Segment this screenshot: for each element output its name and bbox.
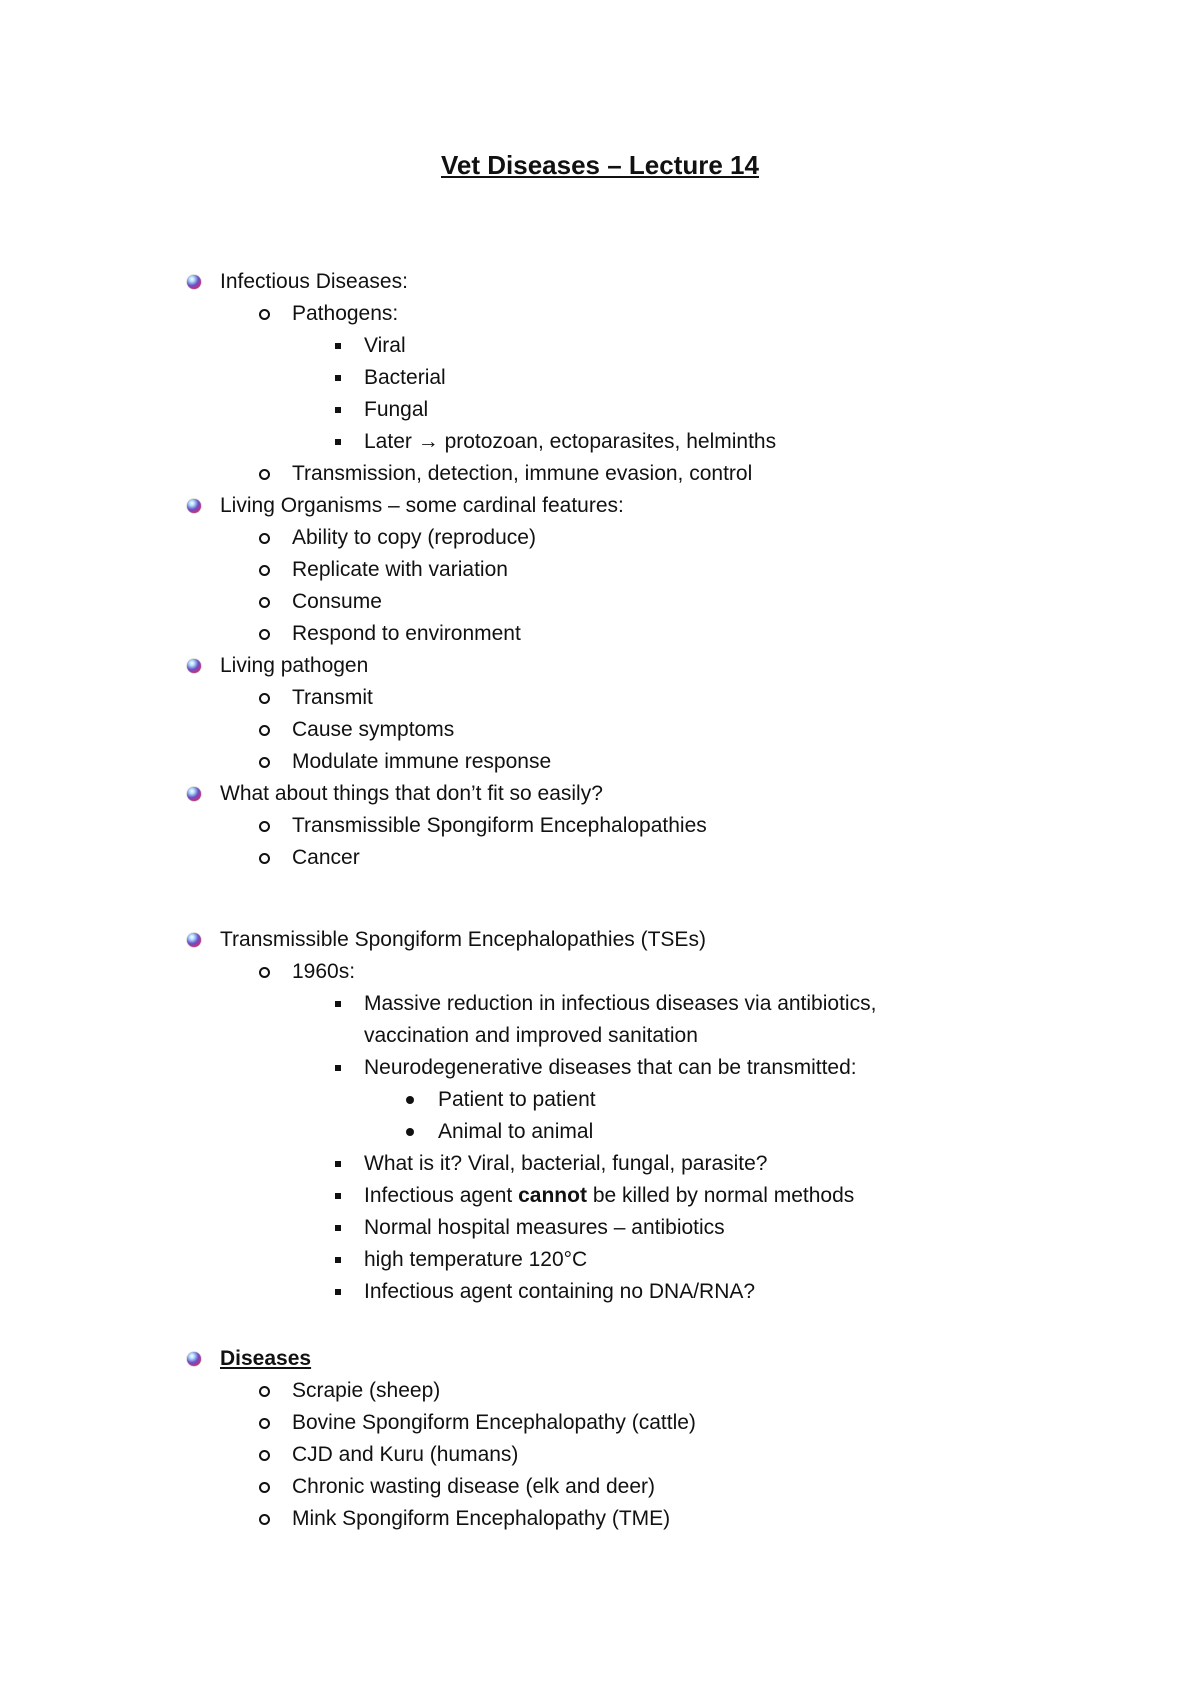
section-heading: Diseases <box>220 1347 312 1370</box>
list-item: Infectious Diseases: <box>184 266 1004 298</box>
hollow-circle-bullet-icon <box>254 586 274 618</box>
list-item: Respond to environment <box>184 618 1004 650</box>
hollow-circle-bullet-icon <box>254 618 274 650</box>
hollow-circle-bullet-icon <box>254 1439 274 1471</box>
list-item: Transmit <box>184 682 1004 714</box>
hollow-circle-bullet-icon <box>254 1503 274 1535</box>
page-title: Vet Diseases – Lecture 14 <box>441 150 759 180</box>
list-item <box>184 1343 1004 1375</box>
emphasis-text: cannot <box>518 1184 587 1207</box>
square-bullet-icon <box>330 1148 346 1180</box>
square-bullet-icon <box>330 426 346 458</box>
list-item: Transmissible Spongiform Encephalopathies <box>184 810 1004 842</box>
square-bullet-icon <box>330 394 346 426</box>
dot-bullet-icon <box>402 1116 418 1148</box>
hollow-circle-bullet-icon <box>254 522 274 554</box>
orb-bullet-icon <box>184 924 204 956</box>
list-item: Viral <box>184 330 1004 362</box>
list-item: Bacterial <box>184 362 1004 394</box>
section-diseases <box>184 1343 1004 1535</box>
list-item: Infectious agent cannot be killed by normal methods <box>184 1180 1004 1212</box>
orb-bullet-icon <box>184 266 204 298</box>
section-infectious <box>184 266 1004 874</box>
square-bullet-icon <box>330 988 346 1020</box>
orb-bullet-icon <box>184 650 204 682</box>
list-item: Pathogens: <box>184 298 1004 330</box>
list-item: Ability to copy (reproduce) <box>184 522 1004 554</box>
list-item: Cause symptoms <box>184 714 1004 746</box>
arrow-right-icon: → <box>417 430 439 453</box>
hollow-circle-bullet-icon <box>254 1471 274 1503</box>
hollow-circle-bullet-icon <box>254 956 274 988</box>
hollow-circle-bullet-icon <box>254 554 274 586</box>
list-item: Scrapie (sheep) <box>184 1375 1004 1407</box>
list-item: Transmissible Spongiform Encephalopathies (TSEs) <box>184 924 1004 956</box>
list-item: What about things that don’t fit so easily? <box>184 778 1004 810</box>
list-item: Mink Spongiform Encephalopathy (TME) <box>184 1503 1004 1535</box>
square-bullet-icon <box>330 1212 346 1244</box>
list-item: 1960s: <box>184 956 1004 988</box>
list-item: Consume <box>184 586 1004 618</box>
orb-bullet-icon <box>184 490 204 522</box>
dot-bullet-icon <box>402 1084 418 1116</box>
orb-bullet-icon <box>184 778 204 810</box>
section-tse <box>184 924 1004 1308</box>
hollow-circle-bullet-icon <box>254 810 274 842</box>
square-bullet-icon <box>330 362 346 394</box>
list-item: What is it? Viral, bacterial, fungal, parasite? <box>184 1148 1004 1180</box>
square-bullet-icon <box>330 330 346 362</box>
square-bullet-icon <box>330 1052 346 1084</box>
hollow-circle-bullet-icon <box>254 714 274 746</box>
list-item: Animal to animal <box>184 1116 1004 1148</box>
list-item: Replicate with variation <box>184 554 1004 586</box>
list-item: Normal hospital measures – antibiotics <box>184 1212 1004 1244</box>
list-item: Infectious agent containing no DNA/RNA? <box>184 1276 1004 1308</box>
orb-bullet-icon <box>184 1343 204 1375</box>
list-item: Living pathogen <box>184 650 1004 682</box>
list-item: Bovine Spongiform Encephalopathy (cattle) <box>184 1407 1004 1439</box>
square-bullet-icon <box>330 1244 346 1276</box>
hollow-circle-bullet-icon <box>254 1375 274 1407</box>
list-item: Transmission, detection, immune evasion, control <box>184 458 1004 490</box>
list-item: Patient to patient <box>184 1084 1004 1116</box>
hollow-circle-bullet-icon <box>254 298 274 330</box>
square-bullet-icon <box>330 1276 346 1308</box>
list-item: CJD and Kuru (humans) <box>184 1439 1004 1471</box>
list-item: Later → protozoan, ectoparasites, helminths <box>184 426 1004 458</box>
list-item: Massive reduction in infectious diseases via antibiotics, <box>184 988 1004 1020</box>
hollow-circle-bullet-icon <box>254 1407 274 1439</box>
hollow-circle-bullet-icon <box>254 682 274 714</box>
list-item-continuation: vaccination and improved sanitation <box>364 1024 698 1047</box>
list-item: high temperature 120°C <box>184 1244 1004 1276</box>
list-item: Chronic wasting disease (elk and deer) <box>184 1471 1004 1503</box>
list-item: Cancer <box>184 842 1004 874</box>
list-item: Fungal <box>184 394 1004 426</box>
list-item: Modulate immune response <box>184 746 1004 778</box>
hollow-circle-bullet-icon <box>254 746 274 778</box>
list-item: Living Organisms – some cardinal features: <box>184 490 1004 522</box>
square-bullet-icon <box>330 1180 346 1212</box>
hollow-circle-bullet-icon <box>254 842 274 874</box>
list-item: Neurodegenerative diseases that can be transmitted: <box>184 1052 1004 1084</box>
hollow-circle-bullet-icon <box>254 458 274 490</box>
